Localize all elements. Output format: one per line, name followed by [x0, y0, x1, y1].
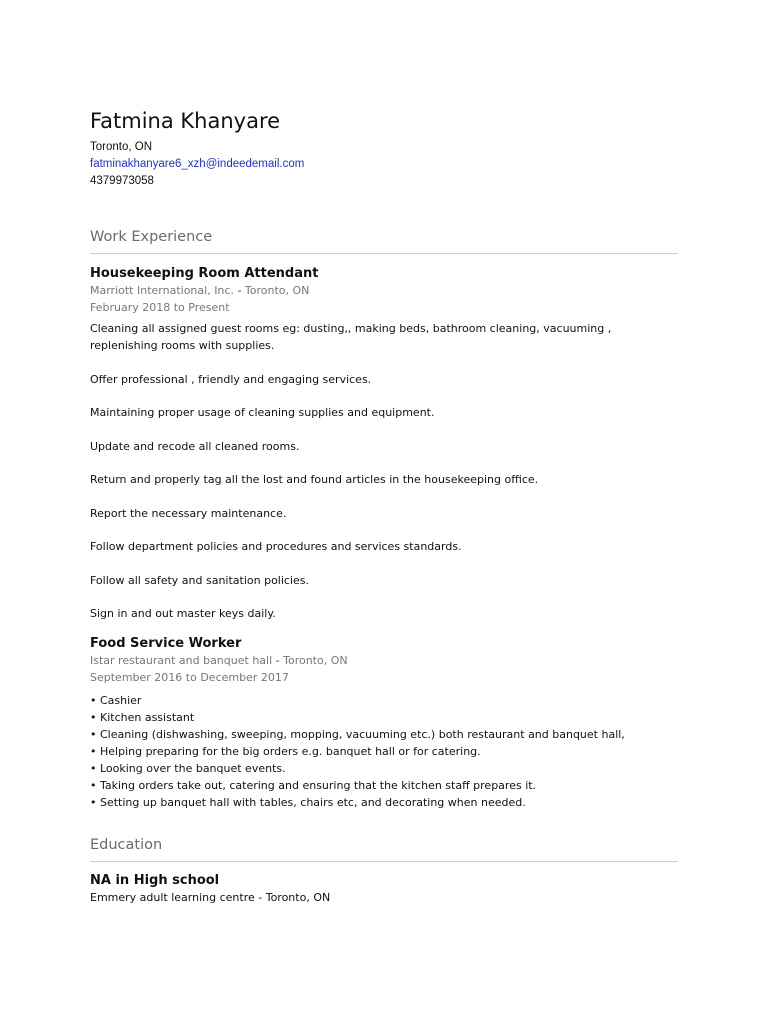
phone-text: 4379973058: [90, 175, 154, 187]
job-company-line: [90, 652, 678, 669]
job-location: Toronto, ON: [244, 284, 310, 297]
job-title: Housekeeping Room Attendant: [90, 266, 319, 281]
job-description: [90, 692, 678, 811]
description-bullet: • Helping preparing for the big orders e.g. banquet hall or for catering.: [90, 745, 481, 758]
email-link[interactable]: fatminakhanyare6_xzh@indeedemail.com: [90, 158, 305, 170]
job-entry: [90, 265, 678, 622]
description-bullet: • Cashier: [90, 694, 142, 707]
description-paragraph: Follow all safety and sanitation policies.: [90, 573, 310, 587]
job-location: Toronto, ON: [283, 654, 348, 667]
job-dates: February 2018 to Present: [90, 301, 230, 314]
job-company: Istar restaurant and banquet hall: [90, 654, 273, 667]
job-dates: September 2016 to December 2017: [90, 671, 289, 684]
education-heading: Education: [90, 835, 678, 862]
location-text: Toronto, ON: [90, 141, 152, 153]
education-entry: [90, 872, 678, 906]
job-separator: -: [233, 284, 245, 297]
description-bullet: • Setting up banquet hall with tables, chairs etc, and decorating when needed.: [90, 796, 526, 809]
education-degree: NA in High school: [90, 873, 220, 888]
job-description: [90, 320, 678, 622]
description-paragraph: Update and recode all cleaned rooms.: [90, 439, 300, 453]
description-paragraph: Sign in and out master keys daily.: [90, 607, 276, 620]
education-school: Emmery adult learning centre - Toronto, ON: [90, 891, 331, 904]
description-paragraph: Report the necessary maintenance.: [90, 506, 287, 520]
candidate-name: Fatmina Khanyare: [90, 109, 281, 133]
description-bullet: • Kitchen assistant: [90, 711, 195, 724]
description-paragraph: Offer professional , friendly and engaging services.: [90, 372, 372, 386]
work-experience-heading: Work Experience: [90, 227, 678, 254]
job-entry: [90, 635, 678, 811]
description-paragraph: Cleaning all assigned guest rooms eg: dusting,, making beds, bathroom cleaning, vacuuming , replenishing rooms with supplies.: [90, 322, 612, 352]
description-paragraph: Return and properly tag all the lost and found articles in the housekeeping office.: [90, 473, 539, 486]
job-separator: -: [272, 654, 284, 667]
job-title: Food Service Worker: [90, 636, 242, 651]
job-company-line: [90, 282, 678, 299]
description-paragraph: Maintaining proper usage of cleaning supplies and equipment.: [90, 406, 435, 419]
description-bullet: • Cleaning (dishwashing, sweeping, mopping, vacuuming etc.) both restaurant and banquet hall,: [90, 728, 625, 741]
description-bullet: • Looking over the banquet events.: [90, 762, 286, 775]
description-paragraph: Follow department policies and procedures and services standards.: [90, 540, 462, 553]
description-bullet: • Taking orders take out, catering and ensuring that the kitchen staff prepares it.: [90, 779, 537, 792]
job-company: Marriott International, Inc.: [90, 284, 234, 297]
